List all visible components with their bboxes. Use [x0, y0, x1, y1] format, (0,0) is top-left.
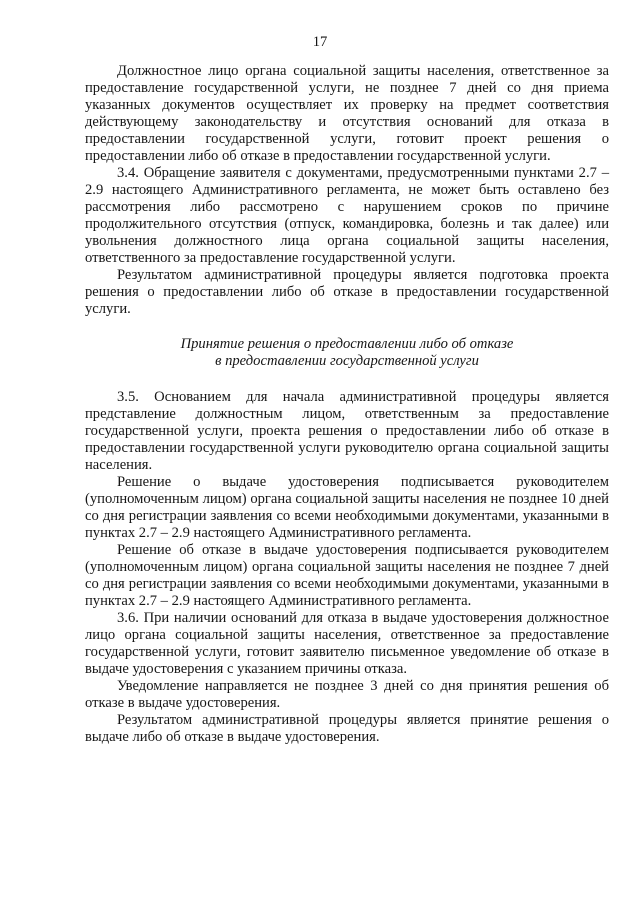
- paragraph-refusal-decision: Решение об отказе в выдаче удостоверения подписывается руководителем (уполномоченным лицом) органа социальной защиты населения не позднее 7 дней со дня регистрации заявления со всеми необходимыми документами, указанными в пунктах 2.7 – 2.9 настоящего Административного регламента.: [85, 542, 609, 609]
- paragraph-notification: Уведомление направляется не позднее 3 дней со дня принятия решения об отказе в выдаче удостоверения.: [85, 678, 609, 711]
- section-heading: [85, 336, 609, 370]
- paragraph-issue-decision: Решение о выдаче удостоверения подписывается руководителем (уполномоченным лицом) органа социальной защиты населения не позднее 10 дней со дня регистрации заявления со всеми необходимыми документами, указанными в пунктах 2.7 – 2.9 настоящего Административного регламента.: [85, 474, 609, 541]
- page-number: 17: [312, 34, 328, 50]
- section-heading-line2: в предоставлении государственной услуги: [215, 353, 479, 369]
- paragraph-3-5: 3.5. Основанием для начала административной процедуры является представление должностным лицом, ответственным за предоставление государственной услуги, проекта решения о предоставлении либо об отказе в предоставлении государственной услуги руководителю органа социальной защиты населения.: [85, 389, 609, 473]
- paragraph-3-6: 3.6. При наличии оснований для отказа в выдаче удостоверения должностное лицо органа социальной защиты населения, ответственное за предоставление государственной услуги, готовит заявителю письменное уведомление об отказе в выдаче удостоверения с указанием причины отказа.: [85, 610, 609, 677]
- paragraph-result-decision: Результатом административной процедуры является принятие решения о выдаче либо об отказе в выдаче удостоверения.: [85, 712, 609, 745]
- paragraph-official-review: Должностное лицо органа социальной защиты населения, ответственное за предоставление государственной услуги, не позднее 7 дней со дня приема указанных документов осуществляет их проверку на предмет соответствия действующему законодательству и отсутствия оснований для отказа в предоставлении государственной услуги, готовит проект решения о предоставлении либо об отказе в предоставлении государственной услуги.: [85, 63, 609, 164]
- document-body: [85, 63, 609, 746]
- spacer: [85, 318, 609, 336]
- spacer: [85, 370, 609, 389]
- paragraph-3-4: 3.4. Обращение заявителя с документами, предусмотренными пунктами 2.7 – 2.9 настоящего Административного регламента, не может быть оставлено без рассмотрения либо рассмотрено с нарушением сроков по причине продолжительного отсутствия (отпуск, командировка, болезнь и так далее) или увольнения должностного лица органа социальной защиты населения, ответственного за предоставление государственной услуги.: [85, 165, 609, 266]
- section-heading-line1: Принятие решения о предоставлении либо об отказе: [180, 336, 514, 352]
- paragraph-result-draft: Результатом административной процедуры является подготовка проекта решения о предоставлении либо об отказе в предоставлении государственной услуги.: [85, 267, 609, 317]
